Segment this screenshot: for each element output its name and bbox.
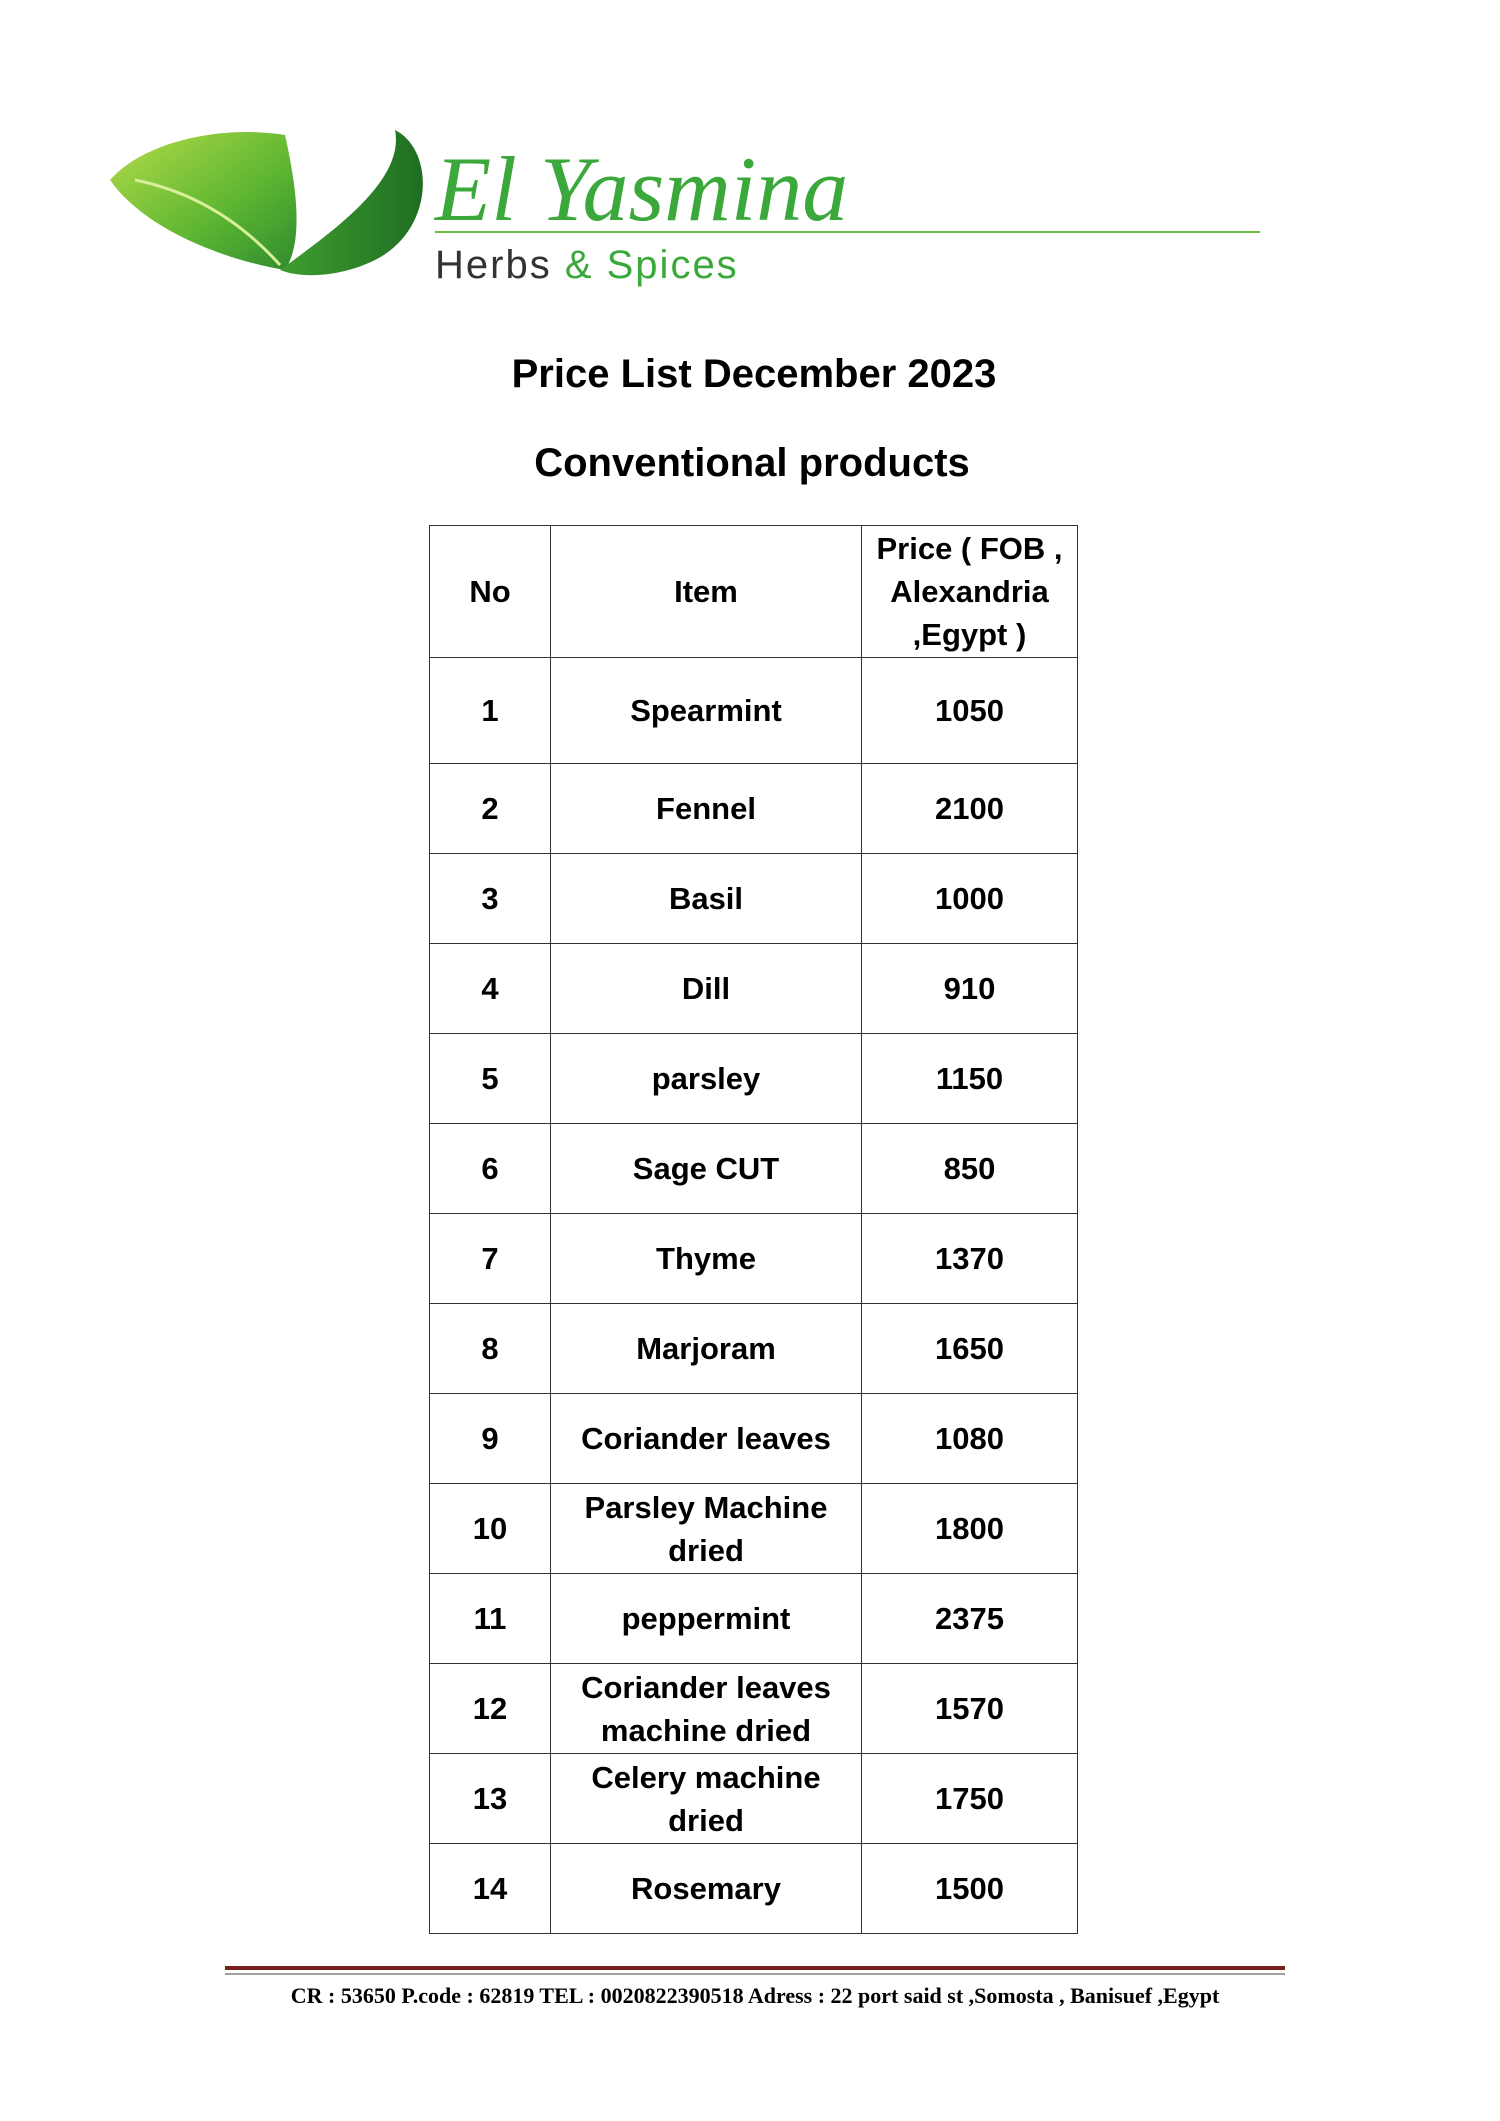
row-price: 1500 [862, 1844, 1078, 1934]
row-number: 13 [430, 1754, 551, 1844]
item-line: dried [668, 1532, 744, 1568]
page-title: Price List December 2023 [511, 352, 997, 396]
row-price: 1000 [862, 854, 1078, 944]
row-price: 1370 [862, 1214, 1078, 1304]
row-price: 1800 [862, 1484, 1078, 1574]
item-line: Parsley Machine [584, 1489, 828, 1525]
row-number: 2 [430, 764, 551, 854]
tagline-ampersand: & [564, 243, 607, 287]
row-number: 10 [430, 1484, 551, 1574]
row-item: Coriander leaves [551, 1394, 862, 1484]
row-number: 8 [430, 1304, 551, 1394]
row-item [551, 1484, 862, 1574]
table-row [430, 764, 1078, 854]
row-price: 1570 [862, 1664, 1078, 1754]
column-header-price [862, 526, 1078, 658]
row-item: Marjoram [551, 1304, 862, 1394]
table-row [430, 1394, 1078, 1484]
row-price: 1080 [862, 1394, 1078, 1484]
row-item: Dill [551, 944, 862, 1034]
row-price: 1150 [862, 1034, 1078, 1124]
footer-divider-secondary [225, 1973, 1285, 1975]
price-header-line: Alexandria [890, 574, 1049, 609]
table-row [430, 1304, 1078, 1394]
item-line: dried [668, 1802, 744, 1838]
table-row [430, 1124, 1078, 1214]
row-item: Spearmint [551, 658, 862, 764]
row-item [551, 1664, 862, 1754]
row-price: 2100 [862, 764, 1078, 854]
table-row [430, 658, 1078, 764]
table-row [430, 1754, 1078, 1844]
column-header-item: Item [551, 526, 862, 658]
row-item: Basil [551, 854, 862, 944]
table-row [430, 944, 1078, 1034]
table-row [430, 1484, 1078, 1574]
row-number: 1 [430, 658, 551, 764]
item-line: Coriander leaves [581, 1669, 831, 1705]
row-item: Sage CUT [551, 1124, 862, 1214]
price-table [429, 525, 1078, 1934]
row-price: 1650 [862, 1304, 1078, 1394]
row-number: 14 [430, 1844, 551, 1934]
brand-name: El Yasmina [435, 138, 849, 240]
row-item [551, 1754, 862, 1844]
row-number: 12 [430, 1664, 551, 1754]
row-price: 850 [862, 1124, 1078, 1214]
row-price: 1050 [862, 658, 1078, 764]
item-line: Celery machine [591, 1759, 821, 1795]
row-price: 910 [862, 944, 1078, 1034]
price-header-line: ,Egypt ) [912, 617, 1027, 652]
company-logo [105, 120, 1295, 295]
row-price: 2375 [862, 1574, 1078, 1664]
column-header-no: No [430, 526, 551, 658]
table-row [430, 1844, 1078, 1934]
table-header-row [430, 526, 1078, 658]
leaf-icon [110, 130, 423, 275]
footer-divider [225, 1966, 1285, 1970]
row-number: 6 [430, 1124, 551, 1214]
tagline-spices: Spices [606, 243, 739, 287]
table-row [430, 1574, 1078, 1664]
table-row [430, 1664, 1078, 1754]
item-line: machine dried [600, 1712, 812, 1748]
logo-tagline [435, 243, 739, 287]
row-item: Thyme [551, 1214, 862, 1304]
price-header-line: Price ( FOB , [876, 531, 1063, 566]
row-number: 4 [430, 944, 551, 1034]
row-item: parsley [551, 1034, 862, 1124]
row-number: 7 [430, 1214, 551, 1304]
row-number: 3 [430, 854, 551, 944]
row-item: peppermint [551, 1574, 862, 1664]
row-number: 9 [430, 1394, 551, 1484]
row-number: 11 [430, 1574, 551, 1664]
table-row [430, 1034, 1078, 1124]
footer-contact-info: CR : 53650 P.code : 62819 TEL : 0020822390518 Adress : 22 port said st ,Somosta , Banisuef ,Egypt [290, 1983, 1220, 2008]
table-row [430, 854, 1078, 944]
row-number: 5 [430, 1034, 551, 1124]
page-subtitle: Conventional products [534, 441, 970, 485]
table-row [430, 1214, 1078, 1304]
row-item: Fennel [551, 764, 862, 854]
row-item: Rosemary [551, 1844, 862, 1934]
tagline-herbs: Herbs [435, 243, 552, 287]
row-price: 1750 [862, 1754, 1078, 1844]
